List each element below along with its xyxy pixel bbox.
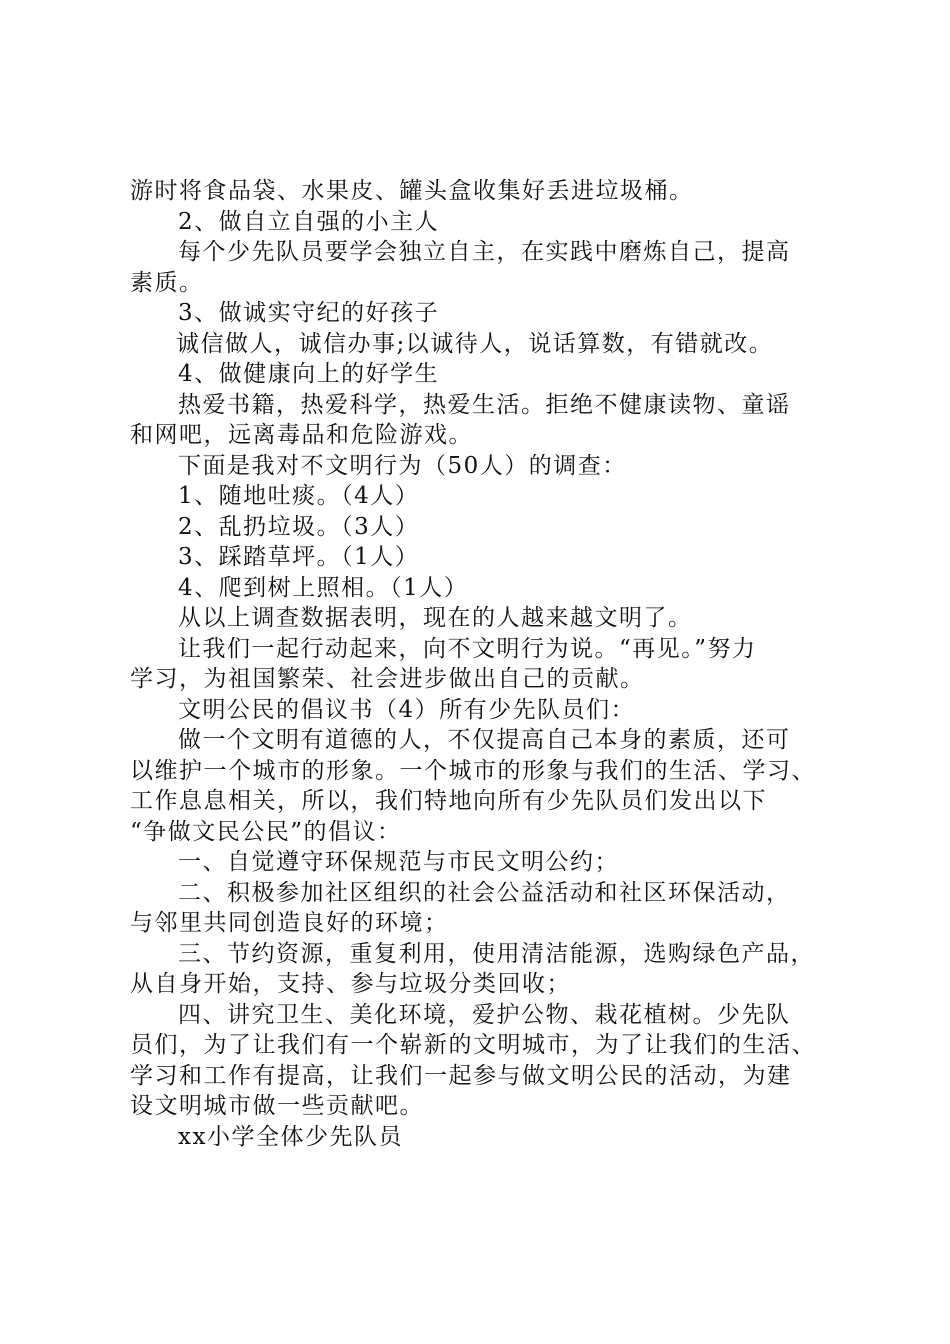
survey-item: 1、随地吐痰。（4人） — [178, 483, 420, 509]
survey-item: 3、踩踏草坪。（1人） — [178, 544, 420, 570]
section-heading: 4、做健康向上的好学生 — [178, 361, 440, 387]
document-body — [130, 176, 832, 1152]
proposal-title: 文明公民的倡议书（4）所有少先队员们： — [178, 696, 636, 723]
text-line: 从以上调查数据表明，现在的人越来越文明了。 — [178, 605, 693, 631]
signature-line: xx小学全体少先队员 — [178, 1123, 403, 1150]
text-line: 设文明城市做一些贡献吧。 — [130, 1093, 424, 1119]
survey-item: 4、爬到树上照相。（1人） — [178, 574, 469, 601]
proposal-item: 四、讲究卫生、美化环境，爱护公物、栽花植树。少先队 — [178, 1001, 791, 1028]
text-line: 做一个文明有道德的人，不仅提高自己本身的素质，还可 — [178, 727, 791, 753]
proposal-item: 二、积极参加社区组织的社会公益活动和社区环保活动， — [178, 879, 791, 906]
text-line: 与邻里共同创造良好的环境； — [130, 910, 449, 936]
text-line: 游时将食品袋、水果皮、罐头盒收集好丢进垃圾桶。 — [130, 178, 694, 204]
section-heading: 2、做自立自强的小主人 — [178, 208, 440, 235]
text-line: 以维护一个城市的形象。一个城市的形象与我们的生活、学习、 — [130, 757, 816, 784]
text-line: 学习，为祖国繁荣、社会进步做出自己的贡献。 — [130, 666, 645, 692]
text-line: 热爱书籍，热爱科学，热爱生活。拒绝不健康读物、童谣 — [178, 391, 791, 418]
text-line: 工作息息相关，所以，我们特地向所有少先队员们发出以下 — [130, 788, 767, 814]
proposal-item: 三、节约资源，重复利用，使用清洁能源，选购绿色产品， — [178, 940, 815, 967]
text-line: 诚信做人，诚信办事;以诚待人，说话算数，有错就改。 — [176, 330, 774, 357]
text-line: 每个少先队员要学会独立自主，在实践中磨炼自己，提高 — [178, 239, 791, 265]
text-line: 员们，为了让我们有一个崭新的文明城市，为了让我们的生活、 — [130, 1032, 816, 1058]
text-line: 和网吧，远离毒品和危险游戏。 — [130, 422, 473, 448]
text-line: 从自身开始，支持、参与垃圾分类回收； — [130, 971, 571, 997]
survey-item: 2、乱扔垃圾。（3人） — [178, 513, 420, 540]
proposal-item: 一、自觉遵守环保规范与市民文明公约； — [178, 849, 619, 875]
text-line: 让我们一起行动起来，向不文明行为说。“再见。”努力 — [178, 635, 757, 662]
text-line: “争做文民公民”的倡议： — [130, 818, 402, 845]
section-heading: 3、做诚实守纪的好孩子 — [178, 300, 440, 326]
text-line: 素质。 — [130, 269, 204, 296]
text-line: 学习和工作有提高，让我们一起参与做文明公民的活动，为建 — [130, 1062, 792, 1089]
survey-intro: 下面是我对不文明行为（50人）的调查： — [178, 452, 627, 479]
